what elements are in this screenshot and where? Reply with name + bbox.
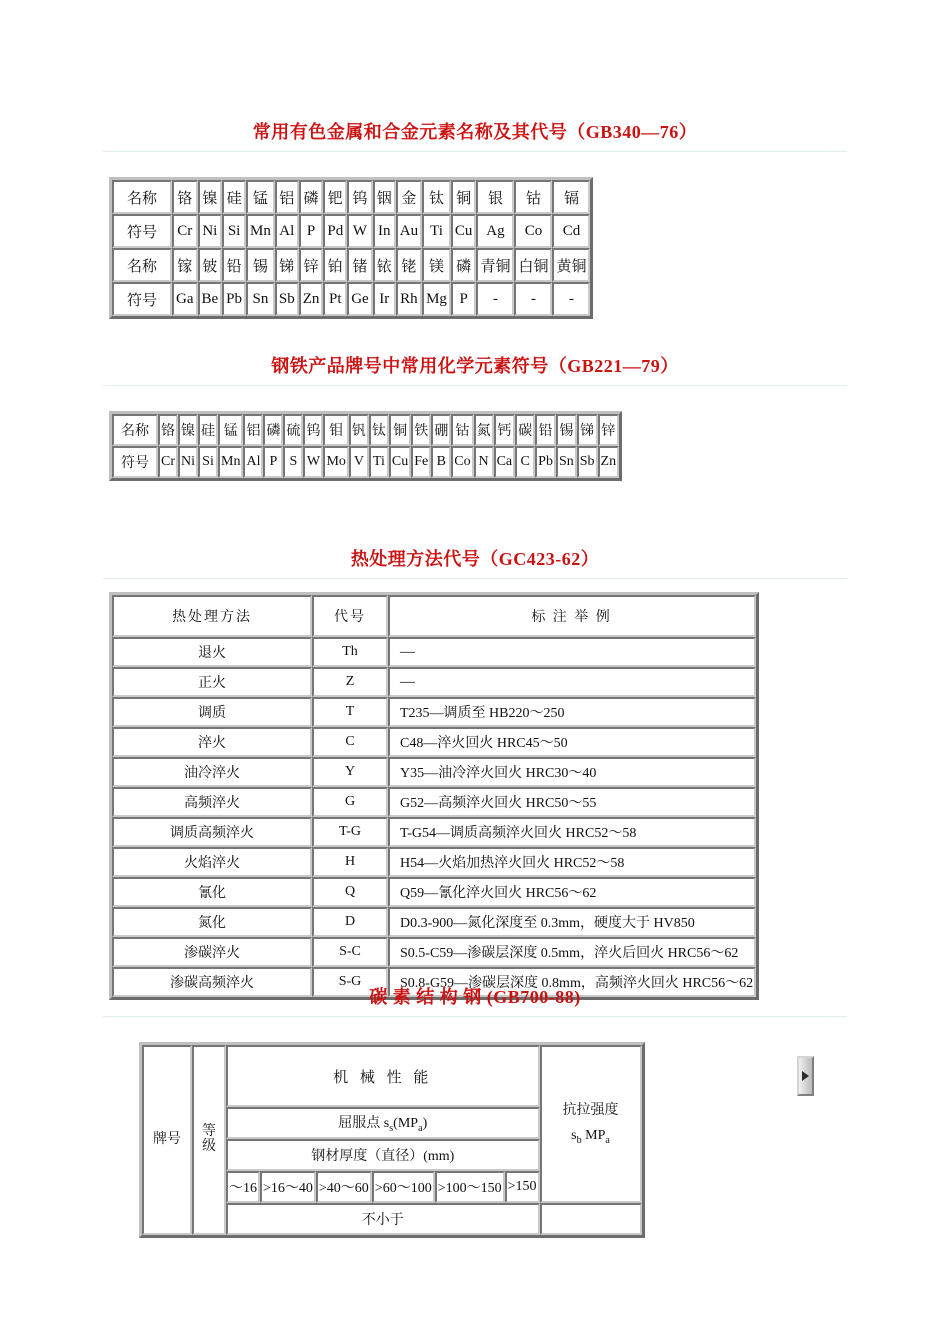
table-steel-element-symbols [109,411,622,481]
cell: Ni [178,446,198,478]
cell: 镓 [172,248,198,282]
cell: Ga [172,282,198,316]
cell: 铬 [172,180,198,214]
cell: 青铜 [476,248,514,282]
cell: 硫 [283,414,303,446]
cell-example: H54—火焰加热淬火回火 HRC52～58 [388,847,756,877]
page-title-nonferrous: 常用有色金属和合金元素名称及其代号（GB340—76） [252,122,698,142]
cell: 铝 [275,180,299,214]
cell: Zn [598,446,620,478]
cell: Ir [373,282,396,316]
cell: Si [198,446,218,478]
cell: 铅 [222,248,246,282]
cell-example: D0.3-900—氮化深度至 0.3mm，硬度大于 HV850 [388,907,756,937]
cell: V [349,446,369,478]
cell: 铑 [396,248,422,282]
cell: 磷 [263,414,283,446]
page-title-carbon-steel: 碳 素 结 构 钢 (GB700-88) [369,987,581,1007]
cell: B [431,446,451,478]
cell: - [514,282,552,316]
cell: 钙 [494,414,516,446]
cell: 磷 [451,248,477,282]
cell: Zn [299,282,324,316]
cell: Sn [556,446,577,478]
cell: 铝 [243,414,263,446]
title-divider [103,578,847,579]
table-row [112,757,756,787]
cell: 锑 [275,248,299,282]
cell: Co [514,214,552,248]
cell: Pb [222,282,246,316]
thickness-range: >40～60 [316,1171,372,1203]
group-header-mechanical-properties: 机 械 性 能 [226,1045,540,1107]
column-header-method: 热处理方法 [112,595,312,637]
tensile-symbol: $s_b$ $MP_a$ [571,1128,610,1146]
cell: 金 [396,180,422,214]
cell-code: T [312,697,388,727]
cell: 白铜 [514,248,552,282]
cell: Mn [218,446,243,478]
row-label: 符号 [112,446,158,478]
cell: Ni [198,214,223,248]
cell-code: Z [312,667,388,697]
cell: P [451,282,477,316]
cell: Al [275,214,299,248]
cell-method: 调质高频淬火 [112,817,312,847]
cell-code: G [312,787,388,817]
table-row [112,248,590,282]
table-row [112,214,590,248]
cell: Al [243,446,263,478]
table-row [112,727,756,757]
cell: Au [396,214,422,248]
cell-code: Y [312,757,388,787]
cell-method: 火焰淬火 [112,847,312,877]
cell: Ge [347,282,373,316]
cell: P [263,446,283,478]
cell-example: — [388,637,756,667]
cell: 锌 [299,248,324,282]
thickness-range: >60～100 [372,1171,435,1203]
cell: 镍 [198,180,223,214]
tensile-label: 抗拉强度 [562,1102,619,1118]
cell: 碳 [515,414,535,446]
cell: 银 [476,180,514,214]
cell: 铜 [389,414,411,446]
cell-example: G52—高频淬火回火 HRC50～55 [388,787,756,817]
cell-example: Q59—氰化淬火回火 HRC56～62 [388,877,756,907]
cell: Ti [369,446,389,478]
cell-method: 高频淬火 [112,787,312,817]
cell: 镉 [552,180,590,214]
cell: Mo [323,446,348,478]
cell: 铱 [373,248,396,282]
column-header-brand: 牌号 [142,1045,192,1235]
cell: 铍 [198,248,223,282]
title-divider [103,385,847,386]
cell: Mn [246,214,275,248]
note-not-less-than: 不小于 [226,1203,540,1235]
cell: 硅 [198,414,218,446]
cell-example: S0.8-G59—渗碳层深度 0.8mm，高频淬火回火 HRC56～62 [388,967,756,997]
page-title-heat-treatment: 热处理方法代号（GC423-62） [350,549,600,569]
cell: Cr [172,214,198,248]
cell: 钛 [369,414,389,446]
table-row [112,667,756,697]
cell: 镍 [178,414,198,446]
row-label: 符号 [112,214,172,248]
thickness-range: ～16 [226,1171,260,1203]
cell: 铬 [158,414,178,446]
cell: In [373,214,396,248]
row-label: 名称 [112,248,172,282]
cell: 钴 [514,180,552,214]
cell-example: — [388,667,756,697]
cell: 钒 [349,414,369,446]
table-header-row [112,595,756,637]
section-title-nonferrous [0,121,950,152]
table-row [112,907,756,937]
cell: 锰 [218,414,243,446]
cell: N [474,446,494,478]
cell: Si [222,214,246,248]
cell: 锗 [347,248,373,282]
table-nonferrous-metals [109,177,593,319]
group-header-thickness: 钢材厚度（直径）(mm) [226,1139,540,1171]
cell-code: D [312,907,388,937]
table-carbon-structural-steel [139,1042,645,1238]
table-row [112,847,756,877]
cell: 锑 [577,414,598,446]
table-row [112,787,756,817]
cell: Ag [476,214,514,248]
cell-example: C48—淬火回火 HRC45～50 [388,727,756,757]
section-title-steel-symbols [0,355,950,386]
table-header-row [142,1045,642,1107]
cell: W [347,214,373,248]
column-header-grade: 等级 [192,1045,226,1235]
cell: Cu [451,214,477,248]
table-row [112,446,619,478]
cell: Pd [323,214,347,248]
cell-code: Q [312,877,388,907]
cell-method: 淬火 [112,727,312,757]
cell: Ti [422,214,451,248]
cell: - [552,282,590,316]
cell: 钛 [422,180,451,214]
cell: Mg [422,282,451,316]
cell-example: S0.5-C59—渗碳层深度 0.5mm，淬火后回火 HRC56～62 [388,937,756,967]
cell: Sb [577,446,598,478]
cell: Cu [389,446,411,478]
column-header-code: 代号 [312,595,388,637]
cell-method: 氮化 [112,907,312,937]
cell: C [515,446,535,478]
cell: 镁 [422,248,451,282]
cell: W [303,446,323,478]
cell-method: 油冷淬火 [112,757,312,787]
cell: 铟 [373,180,396,214]
cell: 硅 [222,180,246,214]
cell-method: 退火 [112,637,312,667]
table-row [112,180,590,214]
cell: 钼 [323,414,348,446]
cell: 铅 [535,414,556,446]
column-header-tensile-strength [540,1045,642,1203]
cell: 硼 [431,414,451,446]
thickness-range: >150 [505,1171,540,1203]
thickness-range: >100～150 [435,1171,505,1203]
cell: Cr [158,446,178,478]
cell: 钯 [323,180,347,214]
cell-example: Y35—油冷淬火回火 HRC30～40 [388,757,756,787]
spacer-cell [540,1203,642,1235]
cell: 铁 [411,414,431,446]
cell: 锰 [246,180,275,214]
scroll-right-arrow-icon[interactable] [797,1056,814,1096]
table-heat-treatment-codes [109,592,759,1000]
table-row [112,414,619,446]
cell: Cd [552,214,590,248]
cell: Rh [396,282,422,316]
table-row [112,937,756,967]
table-row [112,697,756,727]
cell: Fe [411,446,431,478]
section-title-heat-treatment [0,548,950,579]
cell: 锌 [598,414,620,446]
cell-method: 氰化 [112,877,312,907]
row-label: 名称 [112,180,172,214]
section-title-carbon-steel [0,986,950,1017]
cell: Be [198,282,223,316]
cell-method: 调质 [112,697,312,727]
cell: 磷 [299,180,324,214]
cell: 钴 [451,414,473,446]
cell: Pt [323,282,347,316]
cell: 钨 [303,414,323,446]
cell-code: T-G [312,817,388,847]
table-row [112,817,756,847]
row-label: 符号 [112,282,172,316]
cell-method: 正火 [112,667,312,697]
cell: Pb [535,446,556,478]
cell: 锡 [246,248,275,282]
row-label: 名称 [112,414,158,446]
cell: Co [451,446,473,478]
table-row [112,877,756,907]
cell: S [283,446,303,478]
cell: P [299,214,324,248]
right-triangle-glyph [802,1071,809,1081]
cell: 锡 [556,414,577,446]
page-title-steel-symbols: 钢铁产品牌号中常用化学元素符号（GB221—79） [271,356,679,376]
cell-code: Th [312,637,388,667]
cell-code: S-C [312,937,388,967]
title-divider [103,151,847,152]
cell-example: T235—调质至 HB220～250 [388,697,756,727]
thickness-range: >16～40 [260,1171,316,1203]
cell: Ca [494,446,516,478]
cell: 黄铜 [552,248,590,282]
cell: 钨 [347,180,373,214]
cell-code: S-G [312,967,388,997]
cell: Sb [275,282,299,316]
cell-method: 渗碳淬火 [112,937,312,967]
cell-code: C [312,727,388,757]
cell-example: T-G54—调质高频淬火回火 HRC52～58 [388,817,756,847]
cell: 铂 [323,248,347,282]
table-row [112,637,756,667]
cell: 铜 [451,180,477,214]
cell: 氮 [474,414,494,446]
table-row [112,282,590,316]
cell: - [476,282,514,316]
group-header-yield-point: 屈服点 $s_s(MP_a)$ [226,1107,540,1139]
cell-method: 渗碳高频淬火 [112,967,312,997]
cell-code: H [312,847,388,877]
title-divider [103,1016,847,1017]
cell: Sn [246,282,275,316]
column-header-example: 标 注 举 例 [388,595,756,637]
